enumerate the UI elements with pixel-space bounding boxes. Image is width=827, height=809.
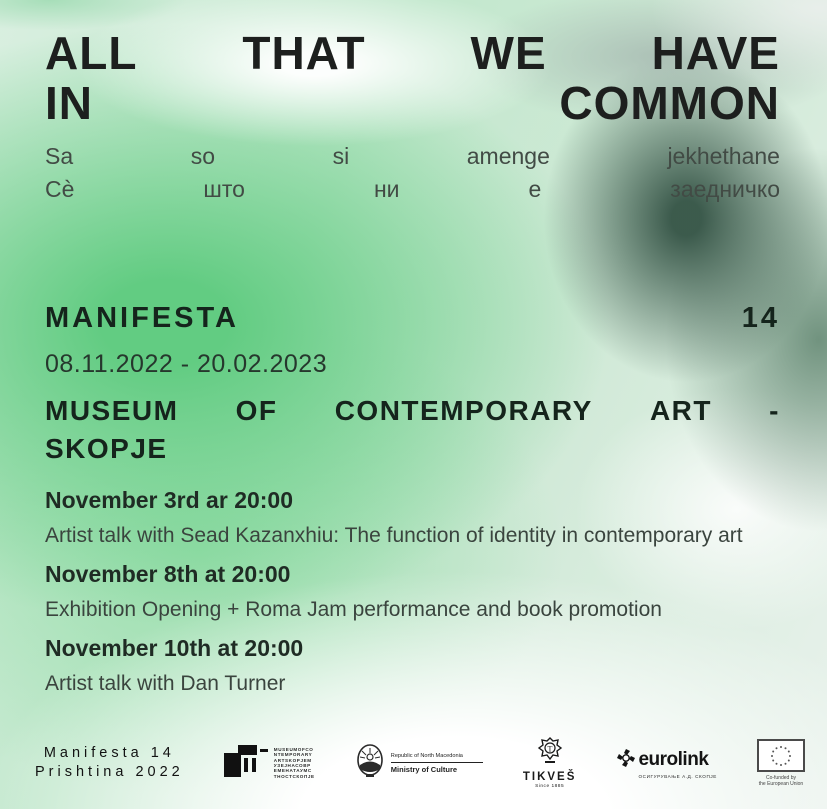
- title-line-1: [45, 28, 780, 78]
- ministry-country-label: Republic of North Macedonia: [390, 752, 463, 759]
- exhibition-name-row: [45, 302, 780, 335]
- svg-text:T: T: [547, 744, 553, 754]
- ministry-divider: [391, 762, 483, 763]
- exhibition-name: MANIFESTA: [45, 302, 240, 334]
- eu-cofunded-logo: [757, 739, 805, 787]
- translation-row-macedonian: [45, 173, 780, 206]
- title-word: COMMON: [559, 77, 780, 129]
- translation-word: amenge: [466, 143, 550, 169]
- moca-logo-icon: [224, 743, 268, 784]
- translation-word: Sa: [45, 143, 74, 169]
- manifesta-prishtina-wordmark: [35, 744, 184, 782]
- title-line-2: [45, 78, 780, 128]
- translation-word: si: [332, 143, 350, 169]
- poster-title: [45, 28, 780, 128]
- sponsor-footer: [35, 730, 805, 796]
- tikves-crest-icon: [537, 744, 563, 769]
- event-date: November 3rd ar 20:00: [45, 487, 294, 513]
- venue-line-2: SKOPJE: [45, 433, 168, 464]
- moca-text-line: MUSEUMOFCO: [273, 746, 314, 752]
- moca-text-line: NTEMPORARY: [273, 752, 313, 758]
- eu-caption: [757, 775, 805, 787]
- manifesta-wordmark-line1: Manifesta 14: [43, 745, 175, 761]
- eurolink-logo: [616, 748, 716, 779]
- venue-word: MUSEUM: [45, 395, 179, 426]
- title-word: ALL: [45, 27, 138, 79]
- event-date: November 8th at 20:00: [45, 561, 291, 587]
- moca-skopje-logo: [224, 743, 315, 784]
- ministry-text-block: [391, 753, 483, 774]
- moca-logo-text: [274, 747, 315, 779]
- eu-caption-line1: Co-funded by: [765, 775, 796, 781]
- moca-text-line: ARTSKOPJEM: [273, 757, 312, 763]
- eu-flag-icon: [757, 739, 805, 772]
- manifesta-wordmark-line2: Prishtina 2022: [35, 764, 184, 780]
- venue-word: CONTEMPORARY: [334, 395, 593, 426]
- eurolink-tagline-label: ОСИГУРУВАЊЕ А.Д. СКОПЈЕ: [638, 773, 717, 779]
- tikves-since-label: Since 1885: [535, 784, 565, 789]
- translation-word: заедничко: [670, 176, 780, 202]
- translation-word: што: [203, 176, 245, 202]
- event-description: Exhibition Opening + Roma Jam performance and book promotion: [45, 598, 662, 621]
- event-date: November 10th at 20:00: [45, 635, 304, 661]
- translation-word: е: [528, 176, 542, 202]
- eurolink-row: [616, 748, 716, 773]
- venue-line-1: [45, 392, 780, 430]
- event-schedule: [45, 487, 780, 709]
- title-word: WE: [470, 27, 547, 79]
- venue-block: [45, 392, 780, 468]
- translation-word: ни: [373, 176, 400, 202]
- venue-word: ART: [649, 395, 712, 426]
- eurolink-name-label: eurolink: [638, 749, 709, 770]
- venue-word: -: [769, 395, 780, 426]
- title-word: THAT: [242, 27, 366, 79]
- title-word: HAVE: [651, 27, 780, 79]
- eurolink-gear-icon: [616, 748, 636, 773]
- ministry-name-label: Ministry of Culture: [390, 764, 458, 774]
- moca-text-line: ТНОСТСКОПЈЕ: [273, 773, 315, 779]
- tikves-logo: [523, 737, 577, 789]
- translation-row-romani: [45, 140, 780, 173]
- exhibition-dates: 08.11.2022 - 20.02.2023: [45, 350, 328, 378]
- venue-word: OF: [235, 395, 278, 426]
- tikves-name-label: TIKVEŠ: [522, 771, 577, 783]
- event-description: Artist talk with Sead Kazanxhiu: The function of identity in contemporary art: [45, 524, 743, 547]
- eu-caption-line2: the European Union: [758, 781, 804, 787]
- exhibition-edition: 14: [741, 302, 780, 334]
- translation-word: jekhethane: [667, 143, 780, 169]
- coat-of-arms-icon: [355, 743, 385, 784]
- title-word: IN: [45, 77, 93, 129]
- title-translations: [45, 140, 780, 206]
- moca-text-line: ЕМЕНАТАУМС: [273, 768, 312, 774]
- event-description: Artist talk with Dan Turner: [45, 672, 286, 695]
- ministry-of-culture-logo: [355, 743, 483, 784]
- translation-word: Cè: [45, 176, 75, 202]
- translation-word: so: [190, 143, 215, 169]
- moca-text-line: УЗЕЈНАСОВР: [273, 763, 311, 768]
